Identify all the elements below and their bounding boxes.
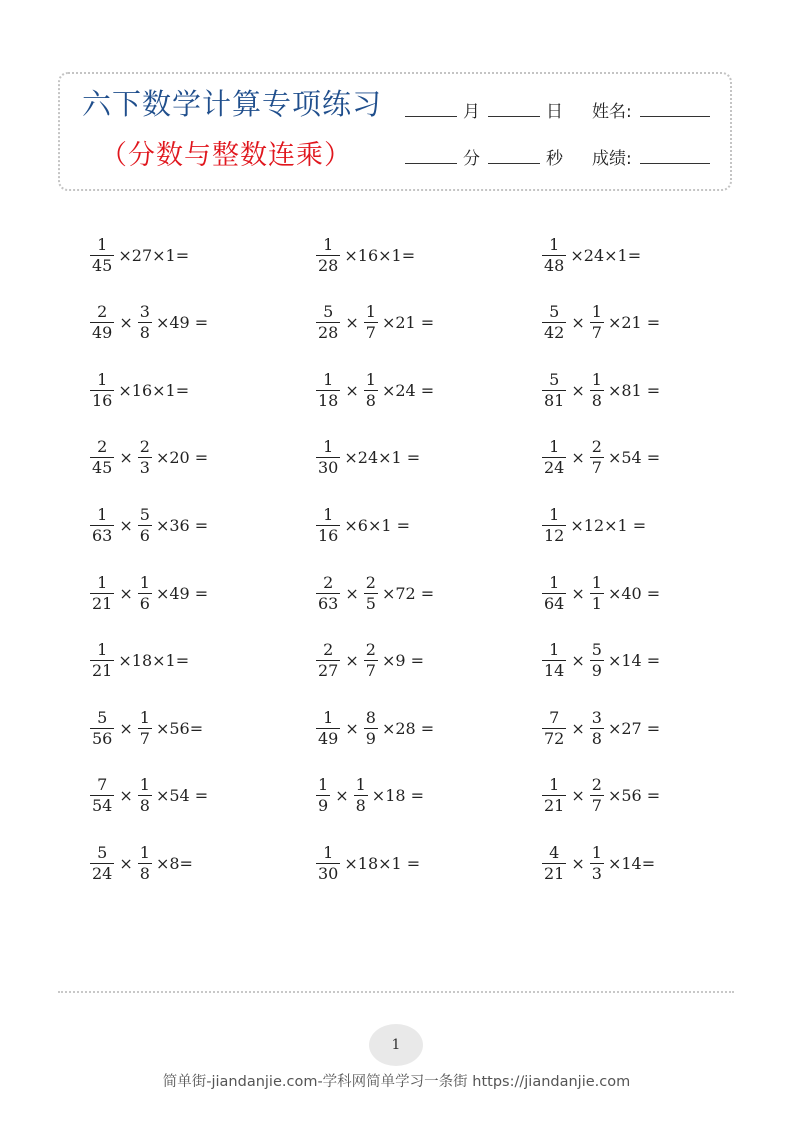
math-problem [314,366,434,414]
expression-tail: ×36 = [155,515,209,535]
fraction-denominator: 72 [544,728,565,748]
score-label: 成绩: [592,149,632,169]
fraction-numerator: 1 [139,775,150,795]
fraction [364,641,378,680]
fraction [354,776,368,815]
fraction-numerator: 2 [323,640,334,660]
fraction [90,641,114,680]
footer-source-text: 简单街-jiandanjie.com-学科网简单学习一条街 https://jiandanjie.com [162,1074,631,1090]
fraction [590,641,604,680]
fraction-numerator: 4 [549,842,560,862]
fraction [542,438,566,477]
fraction-denominator: 8 [591,390,602,410]
fraction [90,371,114,410]
day-label: 日 [546,102,563,122]
fraction-denominator: 28 [318,323,339,343]
expression-tail: ×18×1 = [344,853,421,873]
fraction-numerator: 1 [591,842,602,862]
fraction-denominator: 24 [544,458,565,478]
multiply-sign: × [345,380,359,400]
fraction [316,371,340,410]
math-problem [88,366,189,414]
multiply-sign: × [119,583,133,603]
score-blank [640,163,710,164]
fraction-denominator: 6 [139,525,150,545]
fraction-denominator: 16 [318,525,339,545]
fraction-denominator: 21 [92,593,113,613]
expression-tail: ×14= [607,853,656,873]
math-problem [88,839,193,887]
expression-tail: ×49 = [155,313,209,333]
name-blank [640,116,710,117]
math-problem [540,637,660,685]
math-problem [540,501,646,549]
fraction [590,438,604,477]
fraction-numerator: 1 [323,437,334,457]
math-problem [314,569,434,617]
fraction-denominator: 63 [92,525,113,545]
fraction-denominator: 7 [591,323,602,343]
fraction-denominator: 14 [544,661,565,681]
fraction [90,236,114,275]
fraction [90,844,114,883]
expression-tail: ×81 = [607,380,661,400]
expression-tail: ×9 = [381,651,425,671]
fraction-denominator: 3 [591,863,602,883]
fraction [364,371,378,410]
fraction-numerator: 5 [323,302,334,322]
math-problem [88,501,208,549]
fraction-denominator: 24 [92,863,113,883]
fraction [590,776,604,815]
fraction [542,641,566,680]
fraction-denominator: 16 [92,390,113,410]
fraction [590,303,604,342]
multiply-sign: × [119,786,133,806]
fraction-numerator: 5 [549,302,560,322]
expression-tail: ×28 = [381,718,435,738]
expression-tail: ×18×1= [118,651,190,671]
footer-divider [58,991,734,993]
fraction-numerator: 1 [365,302,376,322]
math-problem [540,839,655,887]
fraction [90,303,114,342]
fraction-numerator: 2 [591,437,602,457]
expression-tail: ×16×1= [344,245,416,265]
fraction [90,709,114,748]
fraction [542,709,566,748]
fraction-denominator: 9 [365,728,376,748]
fraction-denominator: 45 [92,255,113,275]
expression-tail: ×56 = [607,786,661,806]
fraction [590,574,604,613]
fraction-denominator: 3 [139,458,150,478]
minute-blank [405,163,457,164]
fraction-numerator: 1 [549,504,560,524]
math-problem [88,637,189,685]
fraction-numerator: 2 [591,775,602,795]
expression-tail: ×27 = [607,718,661,738]
fraction-numerator: 1 [318,775,329,795]
fraction-denominator: 9 [318,796,329,816]
second-label: 秒 [546,149,563,169]
fraction-numerator: 2 [97,302,108,322]
fraction-numerator: 1 [323,504,334,524]
fraction-denominator: 21 [544,796,565,816]
expression-tail: ×40 = [607,583,661,603]
fraction-numerator: 5 [97,707,108,727]
multiply-sign: × [345,718,359,738]
fraction [316,506,340,545]
worksheet-subtitle: （分数与整数连乘） [100,140,352,171]
fraction-numerator: 5 [139,504,150,524]
fraction-numerator: 1 [549,640,560,660]
expression-tail: ×6×1 = [344,515,411,535]
fraction [138,574,152,613]
fraction-denominator: 5 [365,593,376,613]
fraction-denominator: 56 [92,728,113,748]
expression-tail: ×24 = [381,380,435,400]
fraction [542,236,566,275]
fraction [542,776,566,815]
fraction-numerator: 1 [365,369,376,389]
expression-tail: ×8= [155,853,193,873]
fraction [316,236,340,275]
expression-tail: ×27×1= [118,245,190,265]
fraction [316,641,340,680]
multiply-sign: × [345,313,359,333]
multiply-sign: × [345,651,359,671]
expression-tail: ×16×1= [118,380,190,400]
fraction-numerator: 1 [549,775,560,795]
fraction-numerator: 7 [97,775,108,795]
fraction [316,844,340,883]
fraction-denominator: 30 [318,863,339,883]
expression-tail: ×56= [155,718,204,738]
fraction-denominator: 6 [139,593,150,613]
math-problem [88,704,203,752]
multiply-sign: × [571,313,585,333]
fraction-numerator: 7 [549,707,560,727]
math-problem [540,231,641,279]
month-label: 月 [463,102,480,122]
multiply-sign: × [335,786,349,806]
multiply-sign: × [119,515,133,535]
fraction-numerator: 2 [365,572,376,592]
fraction-denominator: 8 [139,863,150,883]
fraction [364,303,378,342]
fraction [590,709,604,748]
fraction-numerator: 5 [591,640,602,660]
multiply-sign: × [119,313,133,333]
math-problem [540,299,660,347]
expression-tail: ×21 = [607,313,661,333]
page-number: 1 [369,1024,423,1066]
fraction-denominator: 7 [591,458,602,478]
multiply-sign: × [571,583,585,603]
expression-tail: ×54 = [155,786,209,806]
fraction-denominator: 30 [318,458,339,478]
math-problem [314,501,410,549]
fraction-numerator: 1 [97,640,108,660]
fraction [316,574,340,613]
fraction-denominator: 49 [318,728,339,748]
math-problem [314,772,424,820]
fraction-denominator: 18 [318,390,339,410]
fraction [364,574,378,613]
fraction-denominator: 28 [318,255,339,275]
expression-tail: ×54 = [607,448,661,468]
fraction-numerator: 2 [139,437,150,457]
fraction-denominator: 42 [544,323,565,343]
math-problem [540,434,660,482]
name-label: 姓名: [592,102,632,122]
fraction-numerator: 1 [549,234,560,254]
fraction [138,303,152,342]
math-problem [88,569,208,617]
fraction-numerator: 1 [591,302,602,322]
fraction-denominator: 12 [544,525,565,545]
minute-label: 分 [463,149,480,169]
fraction [542,844,566,883]
fraction [90,506,114,545]
math-problem [540,704,660,752]
fraction [316,709,340,748]
fraction [90,776,114,815]
fraction-numerator: 3 [591,707,602,727]
expression-tail: ×12×1 = [570,515,647,535]
fraction-numerator: 5 [549,369,560,389]
expression-tail: ×24×1= [570,245,642,265]
fraction [542,371,566,410]
multiply-sign: × [571,853,585,873]
fraction-denominator: 21 [92,661,113,681]
fraction-denominator: 1 [591,593,602,613]
fraction-numerator: 1 [323,707,334,727]
multiply-sign: × [571,448,585,468]
expression-tail: ×18 = [371,786,425,806]
fraction [316,438,340,477]
math-problem [314,704,434,752]
expression-tail: ×72 = [381,583,435,603]
fraction [138,844,152,883]
fraction-denominator: 7 [591,796,602,816]
month-blank [405,116,457,117]
fraction [90,438,114,477]
fraction [542,574,566,613]
fraction-denominator: 48 [544,255,565,275]
fraction-denominator: 8 [139,323,150,343]
fraction-denominator: 7 [365,661,376,681]
fraction-numerator: 1 [355,775,366,795]
fraction-numerator: 1 [97,234,108,254]
fraction-numerator: 1 [97,504,108,524]
math-problem [314,231,415,279]
multiply-sign: × [119,718,133,738]
fraction-numerator: 1 [549,572,560,592]
math-problem [88,434,208,482]
math-problem [540,366,660,414]
multiply-sign: × [119,448,133,468]
fraction-denominator: 49 [92,323,113,343]
fraction-numerator: 1 [97,369,108,389]
expression-tail: ×20 = [155,448,209,468]
fraction-denominator: 9 [591,661,602,681]
fraction-numerator: 1 [323,234,334,254]
fraction-numerator: 1 [591,369,602,389]
multiply-sign: × [345,583,359,603]
fraction-denominator: 7 [139,728,150,748]
multiply-sign: × [571,786,585,806]
fraction-numerator: 1 [139,842,150,862]
fraction-denominator: 8 [355,796,366,816]
math-problem [88,299,208,347]
math-problem [88,231,189,279]
math-problem [314,637,424,685]
day-blank [488,116,540,117]
fraction-numerator: 2 [97,437,108,457]
worksheet-title: 六下数学计算专项练习 [82,87,383,121]
multiply-sign: × [119,853,133,873]
fraction-denominator: 8 [139,796,150,816]
fraction-numerator: 1 [549,437,560,457]
fraction [316,776,330,815]
fraction [138,776,152,815]
fraction-denominator: 7 [365,323,376,343]
fraction-numerator: 2 [323,572,334,592]
math-problem [314,434,420,482]
fraction [138,709,152,748]
math-problem [314,299,434,347]
fraction [138,506,152,545]
fraction-numerator: 5 [97,842,108,862]
expression-tail: ×49 = [155,583,209,603]
fraction-numerator: 1 [323,369,334,389]
fraction [542,506,566,545]
fraction [542,303,566,342]
expression-tail: ×21 = [381,313,435,333]
fraction [90,574,114,613]
multiply-sign: × [571,718,585,738]
fraction-numerator: 1 [97,572,108,592]
fraction-numerator: 2 [365,640,376,660]
fraction-denominator: 64 [544,593,565,613]
fraction-numerator: 1 [139,572,150,592]
fraction-denominator: 81 [544,390,565,410]
fraction-numerator: 1 [323,842,334,862]
multiply-sign: × [571,651,585,671]
second-blank [488,163,540,164]
fraction [138,438,152,477]
math-problem [540,772,660,820]
math-problem [314,839,420,887]
math-problem [88,772,208,820]
fraction-denominator: 21 [544,863,565,883]
fraction-numerator: 1 [139,707,150,727]
fraction-numerator: 3 [139,302,150,322]
fraction-numerator: 1 [591,572,602,592]
math-problem [540,569,660,617]
fraction [590,844,604,883]
fraction-denominator: 54 [92,796,113,816]
expression-tail: ×14 = [607,651,661,671]
fraction [590,371,604,410]
fraction [364,709,378,748]
fraction-denominator: 27 [318,661,339,681]
fraction-numerator: 8 [365,707,376,727]
fraction-denominator: 63 [318,593,339,613]
fraction-denominator: 8 [365,390,376,410]
fraction-denominator: 8 [591,728,602,748]
multiply-sign: × [571,380,585,400]
expression-tail: ×24×1 = [344,448,421,468]
fraction [316,303,340,342]
fraction-denominator: 45 [92,458,113,478]
